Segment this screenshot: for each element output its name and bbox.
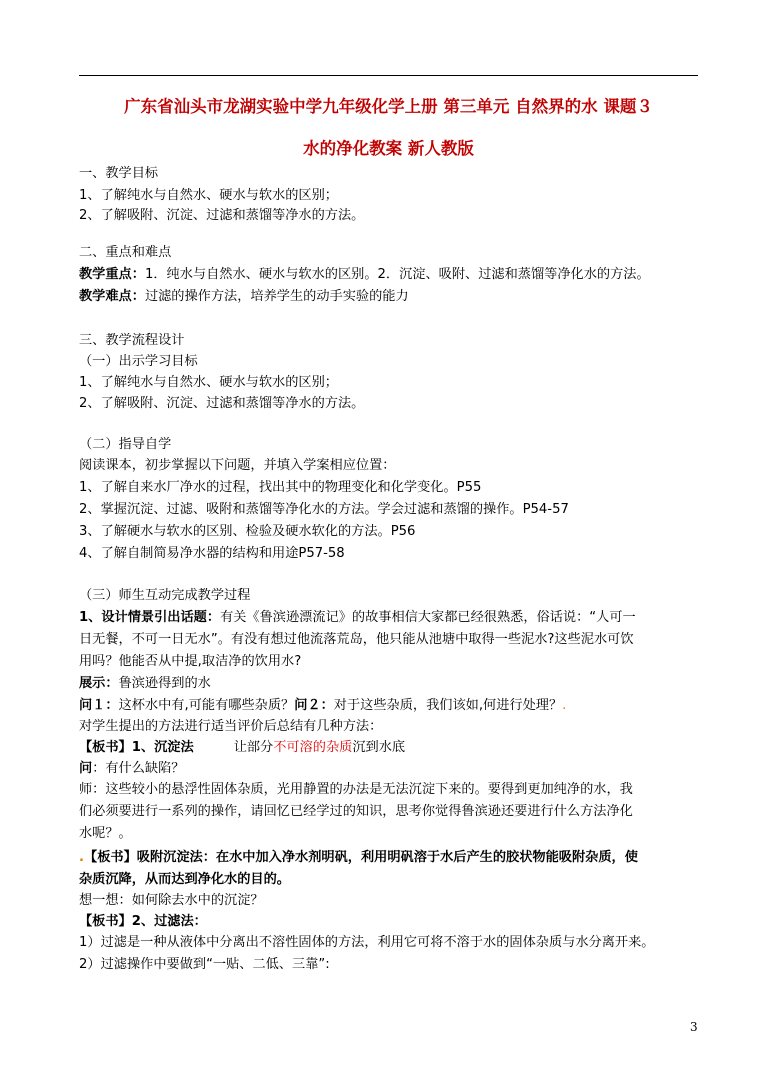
question2-text: 对于这些杂质，我们该如,何进行处理？	[333, 698, 563, 713]
teacher-line-1: 师：这些较小的悬浮性固体杂质，光用静置的办法是无法沉淀下来的。要得到更加纯净的水，我	[79, 782, 633, 797]
filtration-point-1: 1）过滤是一种从液体中分离出不溶性固体的方法，利用它可将不溶于水的固体杂质与水分离开来。	[79, 935, 655, 950]
header-rule	[79, 75, 698, 76]
part1-item-2: 2、了解吸附、沉淀、过滤和蒸馏等净水的方法。	[79, 396, 365, 411]
scenario-label: 1、设计情景引出话题：	[79, 610, 221, 625]
part2-intro: 阅读课本，初步掌握以下问题，并填入学案相应位置：	[79, 458, 396, 473]
marker-dot: .	[79, 850, 85, 865]
board-adsorption-line-2: 杂质沉降，从而达到净化水的目的。	[79, 872, 290, 887]
question1-label: 问１：	[79, 698, 119, 713]
show-line	[79, 674, 211, 694]
key-points-label: 教学重点：	[79, 267, 145, 282]
key-points-text: 1．纯水与自然水、硬水与软水的区别。2．沉淀、吸附、过滤和蒸馏等净化水的方法。	[144, 267, 650, 282]
section2-heading: 二、重点和难点	[79, 245, 172, 260]
scenario-line-3: 用吗？他能否从中提,取洁净的饮用水?	[79, 654, 302, 669]
insoluble-impurities: 不可溶的杂质	[273, 740, 353, 755]
board-filtration-text: 2、过滤法：	[131, 914, 207, 929]
difficult-points-label: 教学难点：	[79, 289, 145, 304]
show-text: 鲁滨逊得到的水	[118, 676, 211, 691]
question-line	[79, 696, 566, 716]
filtration-point-2: 2）过滤操作中要做到“一贴、二低、三靠”:	[79, 957, 330, 972]
scenario-line-1	[79, 608, 636, 628]
question3-line	[79, 759, 185, 779]
board-adsorption-line-1	[79, 848, 638, 868]
document-title-line1: 广东省汕头市龙湖实验中学九年级化学上册 第三单元 自然界的水 课题３	[124, 97, 653, 116]
board-sedimentation-label: 【板书】1、沉淀法	[79, 740, 194, 755]
question2-label: 问２：	[294, 698, 334, 713]
page-number: 3	[690, 1020, 698, 1034]
key-points	[79, 265, 650, 285]
question3-label: 问	[79, 761, 93, 776]
board-sedimentation-pre: 让部分	[233, 740, 274, 755]
document-title-line2: 水的净化教案 新人教版	[303, 139, 474, 158]
part1-heading: （一）出示学习目标	[79, 354, 198, 369]
part2-item-4-pages: P57-58	[298, 546, 345, 561]
section1-heading: 一、教学目标	[79, 166, 159, 181]
part2-item-2: 2、掌握沉淀、过滤、吸附和蒸馏等净化水的方法。学会过滤和蒸馏的操作。P54-57	[79, 502, 569, 517]
section3-heading: 三、教学流程设计	[79, 333, 185, 348]
question1-text: 这杯水中有,可能有哪些杂质？	[118, 698, 295, 713]
board-filtration-label: 【板书】	[79, 914, 132, 929]
objective-1: 1、了解纯水与自然水、硬水与软水的区别；	[79, 188, 338, 203]
difficult-points	[79, 287, 409, 307]
part3-heading: （三）师生互动完成教学过程	[79, 588, 251, 603]
teacher-line-2: 们必须要进行一系列的操作，请回忆已经学过的知识，思考你觉得鲁滨逊还要进行什么方法净化	[79, 804, 633, 819]
part2-item-4-text: 4、了解自制简易净水器的结构和用途	[79, 546, 299, 561]
marker-dot: .	[562, 698, 567, 713]
part1-item-1: 1、了解纯水与自然水、硬水与软水的区别；	[79, 375, 338, 390]
board-filtration	[79, 912, 207, 932]
teacher-line-3: 水呢？。	[79, 826, 132, 841]
difficult-points-text: 过滤的操作方法，培养学生的动手实验的能力	[144, 289, 409, 304]
board-sedimentation	[79, 738, 405, 758]
show-label: 展示：	[79, 676, 119, 691]
part2-item-1: 1、了解自来水厂净水的过程，找出其中的物理变化和化学变化。P55	[79, 480, 482, 495]
think-line: 想一想：如何除去水中的沉淀？	[79, 893, 264, 908]
part2-item-4	[79, 544, 345, 564]
objective-2: 2、了解吸附、沉淀、过滤和蒸馏等净水的方法。	[79, 208, 365, 223]
board-sedimentation-post: 沉到水底	[352, 740, 406, 755]
part2-heading: （二）指导自学	[79, 437, 172, 452]
part2-item-3: 3、了解硬水与软水的区别、检验及硬水软化的方法。P56	[79, 524, 416, 539]
summary-line: 对学生提出的方法进行适当评价后总结有几种方法：	[79, 719, 383, 734]
board-adsorption-text-1: 【板书】吸附沉淀法：在水中加入净水剂明矾，利用明矾溶于水后产生的胶状物能吸附杂质，使	[84, 850, 638, 865]
question3-text: ：有什么缺陷？	[92, 761, 185, 776]
scenario-text-1: 有关《鲁滨逊漂流记》的故事相信大家都已经很熟悉，俗话说：“人可一	[220, 610, 636, 625]
scenario-line-2: 日无餐，不可一日无水”。有没有想过他流落荒岛，他只能从池塘中取得一些泥水?这些泥水可饮	[79, 632, 634, 647]
